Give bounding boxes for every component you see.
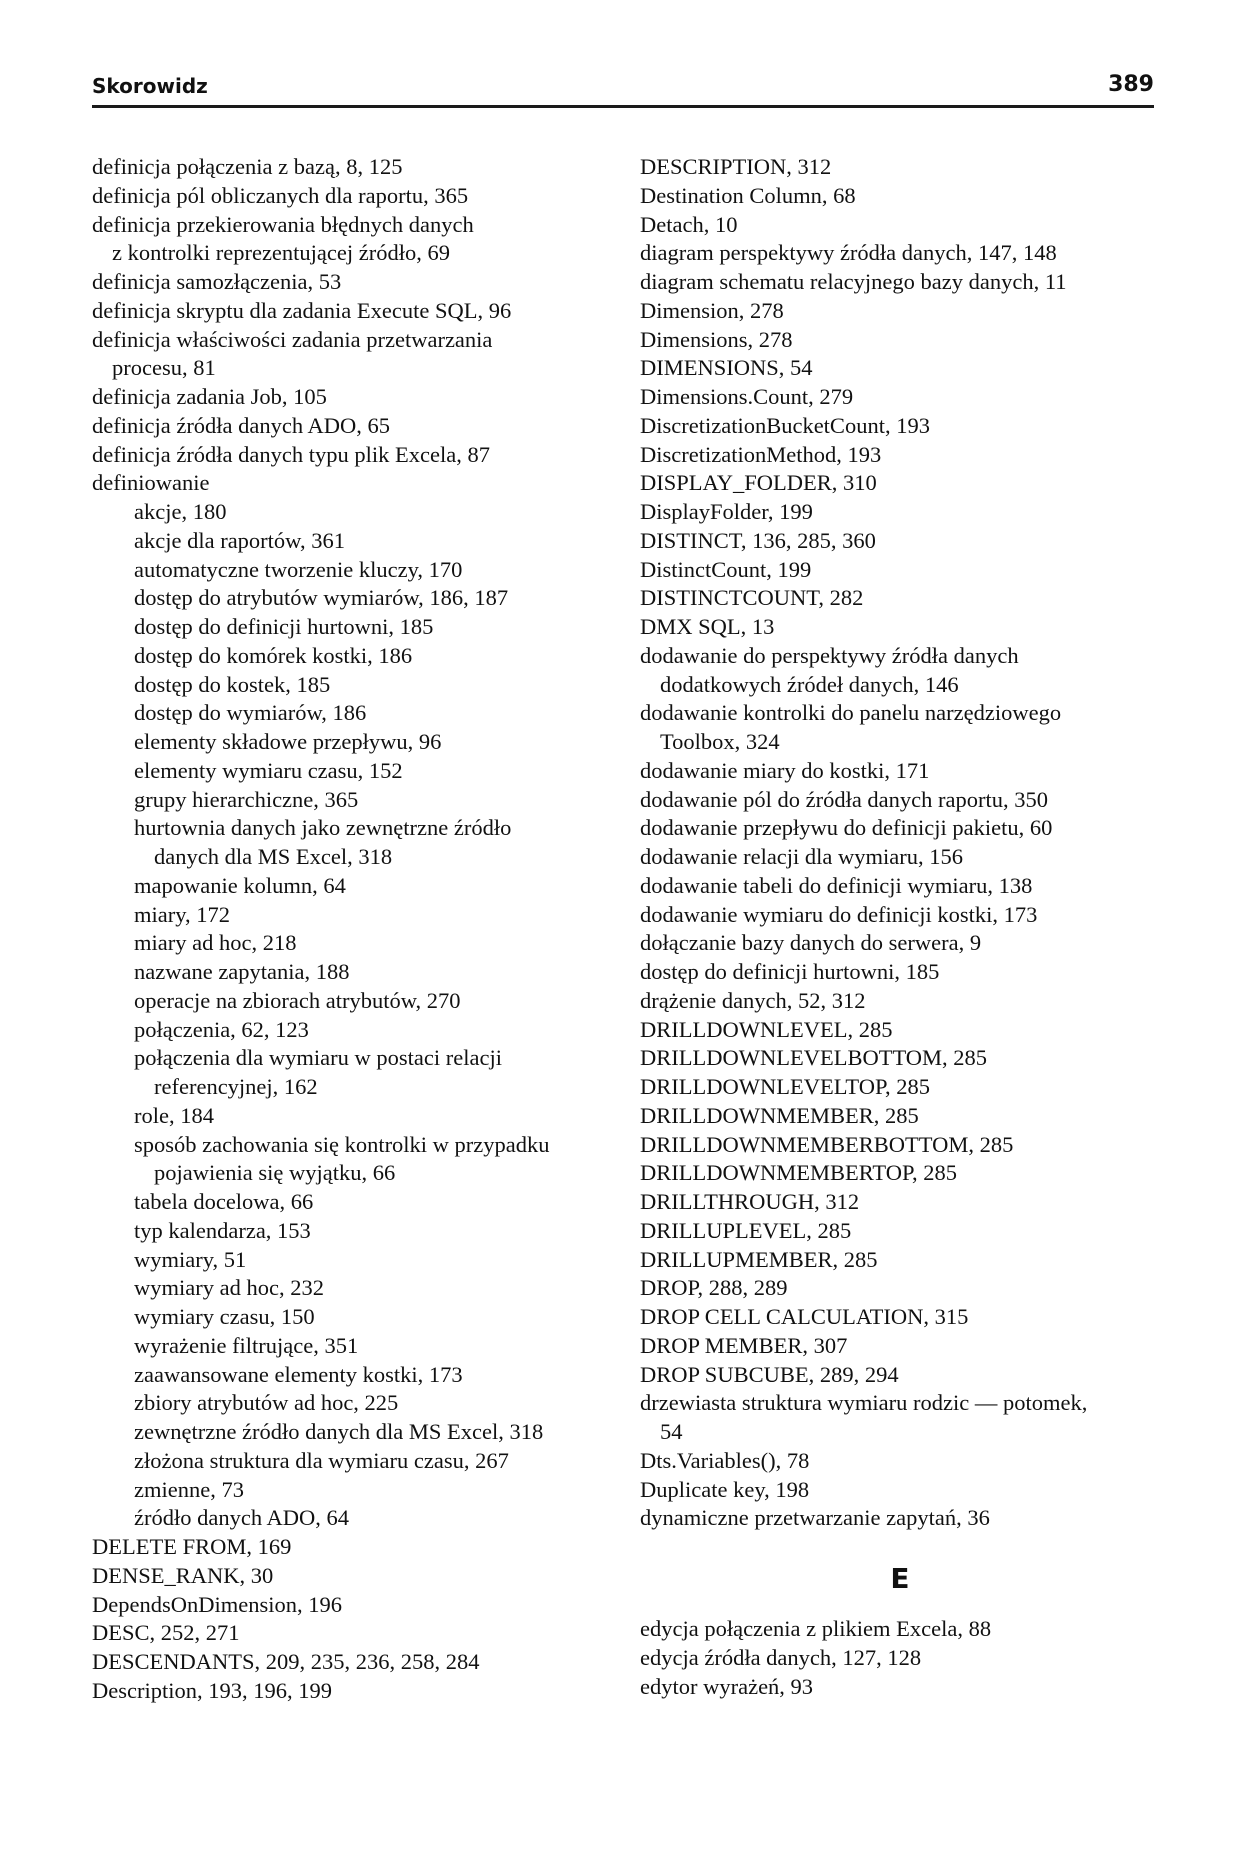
index-entry: DRILLDOWNLEVELBOTTOM, 285 <box>640 1045 988 1071</box>
index-entry: DependsOnDimension, 196 <box>92 1591 342 1617</box>
index-entry: DRILLUPMEMBER, 285 <box>640 1246 878 1272</box>
index-entry: DRILLTHROUGH, 312 <box>640 1189 860 1214</box>
index-subentry: grupy hierarchiczne, 365 <box>134 786 359 812</box>
index-entry: dynamiczne przetwarzanie zapytań, 36 <box>640 1505 990 1531</box>
index-entry-line: definicja właściwości zadania przetwarzania <box>92 326 493 352</box>
index-entry: definicja połączenia z bazą, 8, 125 <box>92 154 403 179</box>
index-entry-line: sposób zachowania się kontrolki w przypadku <box>134 1131 550 1157</box>
index-entry: Dimension, 278 <box>640 297 784 323</box>
index-entry: definicja zadania Job, 105 <box>92 384 327 409</box>
index-subentry: elementy składowe przepływu, 96 <box>134 729 442 754</box>
page-number: 389 <box>1108 72 1154 97</box>
index-subentry: złożona struktura dla wymiaru czasu, 267 <box>134 1447 509 1473</box>
index-subentry: zaawansowane elementy kostki, 173 <box>134 1361 463 1387</box>
index-subentry: automatyczne tworzenie kluczy, 170 <box>134 556 463 582</box>
index-subentry: miary, 172 <box>134 901 231 927</box>
index-entry: DRILLDOWNLEVEL, 285 <box>640 1016 893 1042</box>
index-subentry: dostęp do definicji hurtowni, 185 <box>134 614 434 639</box>
index-entry: diagram perspektywy źródła danych, 147, 148 <box>640 240 1057 266</box>
index-entry-line: definicja przekierowania błędnych danych <box>92 211 474 237</box>
index-subentry: tabela docelowa, 66 <box>134 1189 314 1214</box>
index-entry: Dimensions, 278 <box>640 326 793 352</box>
index-entry-line: dodatkowych źródeł danych, 146 <box>660 671 959 697</box>
index-entry: definicja skryptu dla zadania Execute SQL, 96 <box>92 297 512 323</box>
index-entry: dostęp do definicji hurtowni, 185 <box>640 959 940 984</box>
running-header <box>92 70 1154 108</box>
index-entry-line: Toolbox, 324 <box>660 729 780 754</box>
index-entry: edycja źródła danych, 127, 128 <box>640 1644 922 1670</box>
index-subentry: wyrażenie filtrujące, 351 <box>134 1332 359 1358</box>
index-entry: dołączanie bazy danych do serwera, 9 <box>640 930 982 956</box>
index-entry: DELETE FROM, 169 <box>92 1534 292 1559</box>
index-entry: DRILLDOWNMEMBERBOTTOM, 285 <box>640 1131 1014 1157</box>
index-entry <box>92 211 632 269</box>
index-entry-line: połączenia dla wymiaru w postaci relacji <box>134 1045 502 1071</box>
index-subentry: połączenia, 62, 123 <box>134 1016 309 1042</box>
index-entry: DESCENDANTS, 209, 235, 236, 258, 284 <box>92 1649 480 1674</box>
index-subentry: wymiary, 51 <box>134 1246 247 1272</box>
index-entry-line: referencyjnej, 162 <box>154 1074 318 1099</box>
index-entry-line: z kontrolki reprezentującej źródło, 69 <box>112 240 450 266</box>
index-section-e <box>640 1615 1160 1701</box>
index-subentry: miary ad hoc, 218 <box>134 930 297 956</box>
index-subentry <box>92 1131 632 1189</box>
index-subentry: zewnętrzne źródło danych dla MS Excel, 318 <box>134 1419 544 1444</box>
index-subentry <box>92 1044 632 1102</box>
index-entry: Destination Column, 68 <box>640 182 856 208</box>
index-subentry: dostęp do wymiarów, 186 <box>134 700 367 726</box>
index-entry-line: hurtownia danych jako zewnętrzne źródło <box>134 815 512 841</box>
index-entry: DistinctCount, 199 <box>640 556 812 582</box>
index-entry-line: drzewiasta struktura wymiaru rodzic — potomek, <box>640 1390 1088 1416</box>
index-entry: DROP CELL CALCULATION, 315 <box>640 1304 969 1329</box>
index-entry: definicja pól obliczanych dla raportu, 365 <box>92 182 469 208</box>
index-column-left <box>92 153 632 1706</box>
section-letter-e: E <box>890 1562 910 1595</box>
index-entry: DISPLAY_FOLDER, 310 <box>640 470 877 496</box>
index-subentry: mapowanie kolumn, 64 <box>134 872 346 898</box>
index-entry: DESC, 252, 271 <box>92 1620 240 1646</box>
index-entry: DROP SUBCUBE, 289, 294 <box>640 1361 899 1387</box>
index-entry: DisplayFolder, 199 <box>640 499 813 524</box>
index-entry: DiscretizationMethod, 193 <box>640 441 882 467</box>
index-entry <box>92 326 632 384</box>
index-column-right <box>640 153 1160 1701</box>
index-entry: DENSE_RANK, 30 <box>92 1562 274 1588</box>
index-subentry: zmienne, 73 <box>134 1476 244 1502</box>
index-subentry: operacje na zbiorach atrybutów, 270 <box>134 987 461 1013</box>
index-entry: dodawanie wymiaru do definicji kostki, 173 <box>640 901 1038 927</box>
index-entry: dodawanie relacji dla wymiaru, 156 <box>640 844 964 869</box>
index-entry-line: 54 <box>660 1419 683 1444</box>
index-entry: DRILLDOWNMEMBERTOP, 285 <box>640 1160 957 1186</box>
index-subentry: akcje, 180 <box>134 499 227 524</box>
index-subentry: źródło danych ADO, 64 <box>134 1505 349 1531</box>
index-subentry: nazwane zapytania, 188 <box>134 959 350 984</box>
index-entry: DiscretizationBucketCount, 193 <box>640 412 930 438</box>
index-entry: Dts.Variables(), 78 <box>640 1447 810 1473</box>
index-subentry <box>92 814 632 872</box>
index-entry: edycja połączenia z plikiem Excela, 88 <box>640 1616 992 1641</box>
index-entry: Description, 193, 196, 199 <box>92 1677 332 1703</box>
index-entry: definicja źródła danych typu plik Excela, 87 <box>92 441 490 467</box>
index-entry <box>640 699 1160 757</box>
index-subentry: dostęp do kostek, 185 <box>134 671 331 697</box>
index-entry-line: danych dla MS Excel, 318 <box>154 844 393 869</box>
index-entry-line: dodawanie kontrolki do panelu narzędziowego <box>640 700 1062 726</box>
index-entry-line: pojawienia się wyjątku, 66 <box>154 1160 396 1186</box>
index-entry: definicja samozłączenia, 53 <box>92 269 342 294</box>
index-entry: DRILLUPLEVEL, 285 <box>640 1217 852 1243</box>
index-entry-line: procesu, 81 <box>112 355 216 381</box>
index-entry: dodawanie tabeli do definicji wymiaru, 138 <box>640 872 1033 898</box>
index-entry: DRILLDOWNLEVELTOP, 285 <box>640 1074 930 1099</box>
index-section-d <box>640 153 1160 1533</box>
index-subentry: typ kalendarza, 153 <box>134 1217 311 1243</box>
index-entry: DRILLDOWNMEMBER, 285 <box>640 1102 919 1128</box>
index-entry: dodawanie miary do kostki, 171 <box>640 757 930 783</box>
index-entry: edytor wyrażeń, 93 <box>640 1673 814 1699</box>
index-entry: diagram schematu relacyjnego bazy danych, 11 <box>640 269 1067 294</box>
index-entry: Duplicate key, 198 <box>640 1476 810 1502</box>
index-subentry: elementy wymiaru czasu, 152 <box>134 757 403 783</box>
index-subentry: dostęp do atrybutów wymiarów, 186, 187 <box>134 585 509 611</box>
index-entry: Detach, 10 <box>640 211 738 237</box>
header-title: Skorowidz <box>92 74 208 98</box>
index-subentry: dostęp do komórek kostki, 186 <box>134 642 413 668</box>
index-entry <box>640 642 1160 700</box>
index-entry: Dimensions.Count, 279 <box>640 384 854 409</box>
index-entry: drążenie danych, 52, 312 <box>640 987 866 1013</box>
index-entry: dodawanie pól do źródła danych raportu, 350 <box>640 786 1048 812</box>
index-entry: dodawanie przepływu do definicji pakietu, 60 <box>640 815 1053 841</box>
index-entry-line: dodawanie do perspektywy źródła danych <box>640 642 1019 668</box>
index-entry: DROP MEMBER, 307 <box>640 1332 848 1358</box>
index-entry: definicja źródła danych ADO, 65 <box>92 412 391 438</box>
index-entry: DISTINCTCOUNT, 282 <box>640 585 864 611</box>
index-entry: DESCRIPTION, 312 <box>640 154 832 179</box>
index-subentry: zbiory atrybutów ad hoc, 225 <box>134 1390 399 1416</box>
index-entry: DISTINCT, 136, 285, 360 <box>640 527 876 553</box>
index-entry <box>640 1389 1160 1447</box>
index-entry: DMX SQL, 13 <box>640 614 775 639</box>
index-subentry: wymiary ad hoc, 232 <box>134 1275 324 1301</box>
index-entry: definiowanie <box>92 470 210 496</box>
index-entry: DIMENSIONS, 54 <box>640 355 813 381</box>
index-subentry: role, 184 <box>134 1102 214 1128</box>
index-entry: DROP, 288, 289 <box>640 1275 788 1301</box>
index-subentry: wymiary czasu, 150 <box>134 1304 315 1329</box>
index-subentry: akcje dla raportów, 361 <box>134 527 345 553</box>
